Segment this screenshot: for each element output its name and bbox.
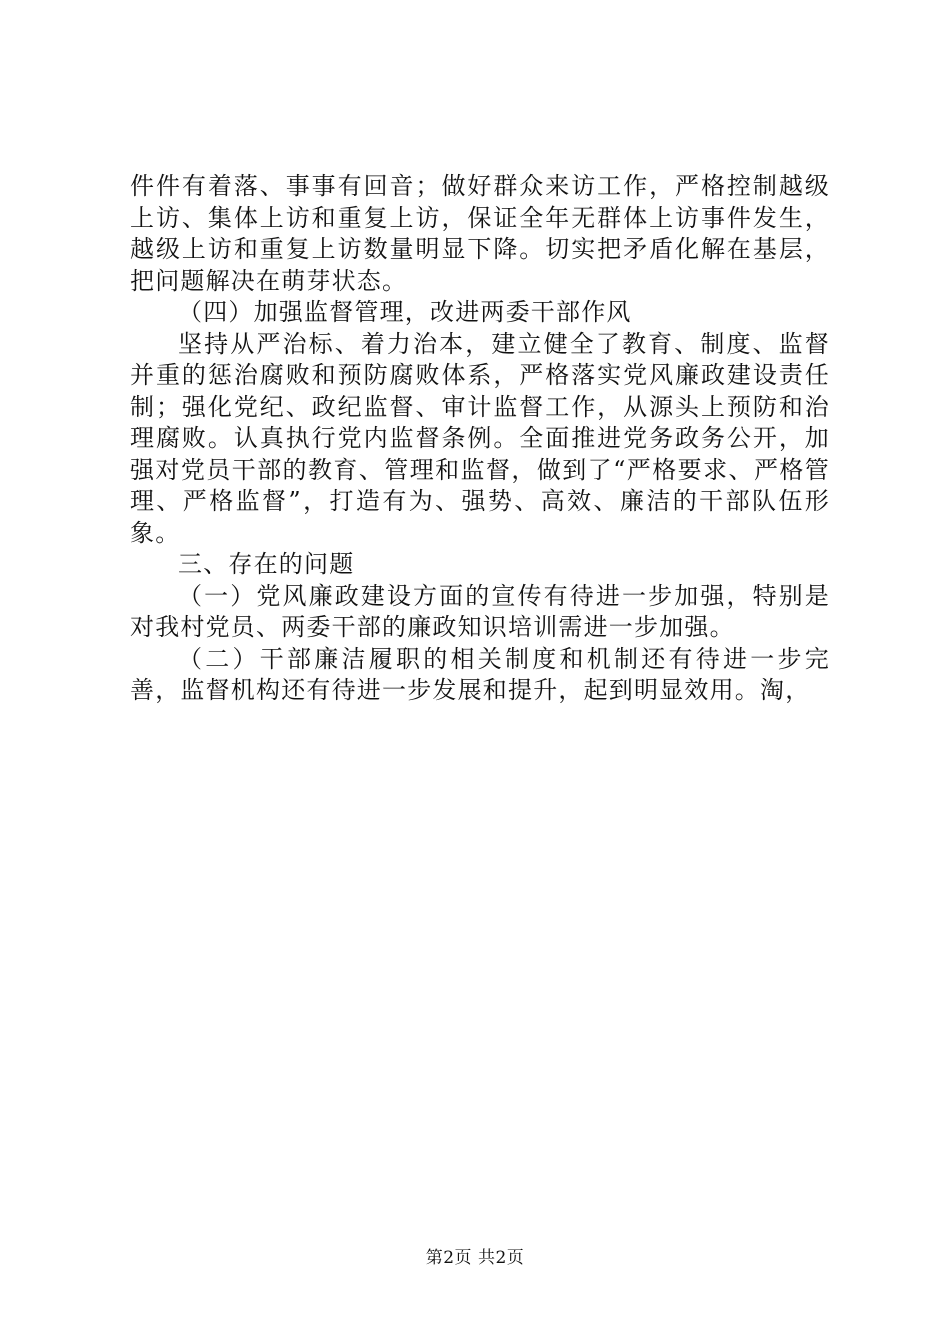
document-body <box>130 171 830 707</box>
problem-item-two: （二）干部廉洁履职的相关制度和机制还有待进一步完善，监督机构还有待进一步发展和提升，起到明显效用。淘， <box>130 644 830 704</box>
section-heading-problems: 三、存在的问题 <box>178 550 355 578</box>
page-footer: 第2页 共2页 <box>425 1248 525 1268</box>
paragraph-supervision: 坚持从严治标、着力治本，建立健全了教育、制度、监督并重的惩治腐败和预防腐败体系，严格落实党风廉政建设责任制；强化党纪、政纪监督、审计监督工作，从源头上预防和治理腐败。认真执行党内监督条例。全面推进党务政务公开，加强对党员干部的教育、管理和监督，做到了“严格要求、严格管理、严格监督”，打造有为、强势、高效、廉洁的干部队伍形象。 <box>130 329 830 547</box>
problem-item-one: （一）党风廉政建设方面的宣传有待进一步加强，特别是对我村党员、两委干部的廉政知识培训需进一步加强。 <box>130 581 830 641</box>
section-heading-four: （四）加强监督管理，改进两委干部作风 <box>178 298 632 326</box>
paragraph-continuation: 件件有着落、事事有回音；做好群众来访工作，严格控制越级上访、集体上访和重复上访，保证全年无群体上访事件发生，越级上访和重复上访数量明显下降。切实把矛盾化解在基层，把问题解决在萌芽状态。 <box>130 172 830 295</box>
